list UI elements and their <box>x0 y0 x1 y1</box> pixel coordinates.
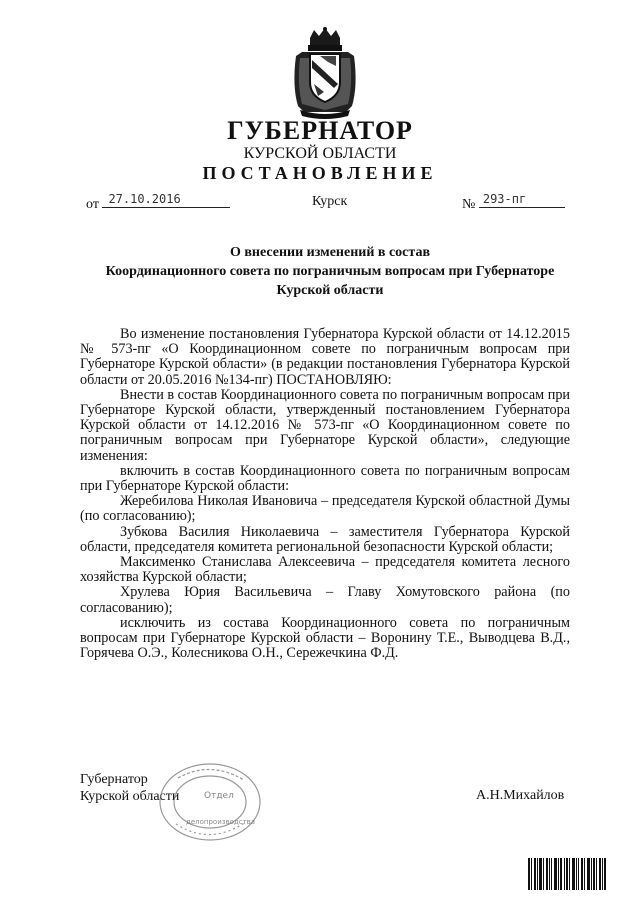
body-paragraph: Во изменение постановления Губернатора Курской области от 14.12.2015 № 573-пг «О Координационном совете по пограничным вопросам при Губернаторе Курской области» (в редакции постановления Губернатора Курской области от 20.05.2016 №134-пг) ПОСТАНОВЛЯЮ: <box>80 326 570 388</box>
document-body <box>80 327 570 661</box>
barcode <box>528 858 606 890</box>
position-line-1: Губернатор <box>80 772 148 787</box>
document-type: ПОСТАНОВЛЕНИЕ <box>202 163 438 183</box>
body-paragraph: исключить из состава Координационного совета по пограничным вопросам при Губернаторе Курской области – Воронину Т.Е., Выводцева В.Д., Горячева О.Э., Колесникова О.Н., Сережечкина Ф.Д. <box>80 614 570 662</box>
body-paragraph: включить в состав Координационного совета по пограничным вопросам при Губернаторе Курской области: <box>80 462 570 495</box>
document-city: Курск <box>312 194 348 209</box>
signatory-name: А.Н.Михайлов <box>476 788 565 803</box>
number-value: 293-пг <box>482 192 527 206</box>
number-prefix: № <box>462 197 476 212</box>
body-paragraph: Максименко Станислава Алексеевича – председателя комитета лесного хозяйства Курской области; <box>80 554 570 586</box>
stamp-line-2: делопроизводства <box>186 818 256 826</box>
body-paragraph: Зубкова Василия Николаевича – заместителя Губернатора Курской области, председателя комитета региональной безопасности Курской области; <box>80 523 570 555</box>
document-title <box>80 243 580 300</box>
position-line-2: Курской области <box>80 789 180 804</box>
stamp-line-1: Отдел <box>204 791 234 801</box>
body-paragraph: Внести в состав Координационного совета по пограничным вопросам при Губернаторе Курской области, утвержденный постановлением Губернатора Курской области от 14.12.2016 № 573-пг «О Координационном совете по пограничным вопросам при Губернаторе Курской области», следующие изменения: <box>80 386 570 464</box>
title-line-2: Координационного совета по пограничным вопросам при Губернаторе <box>105 264 555 279</box>
title-line-3: Курской области <box>276 283 384 298</box>
document-number <box>462 194 565 213</box>
body-paragraph: Жеребилова Николая Ивановича – председателя Курской областной Думы (по согласованию); <box>80 493 570 525</box>
coat-of-arms-emblem <box>290 26 360 120</box>
document-date <box>86 194 230 213</box>
date-prefix: от <box>86 197 99 212</box>
header-region: КУРСКОЙ ОБЛАСТИ <box>243 145 397 162</box>
header-title: ГУБЕРНАТОР <box>227 116 413 145</box>
office-stamp <box>150 758 265 848</box>
date-value: 27.10.2016 <box>108 192 181 206</box>
body-paragraph: Хрулева Юрия Васильевича – Главу Хомутовского района (по согласованию); <box>80 584 570 616</box>
title-line-1: О внесении изменений в состав <box>229 245 431 260</box>
